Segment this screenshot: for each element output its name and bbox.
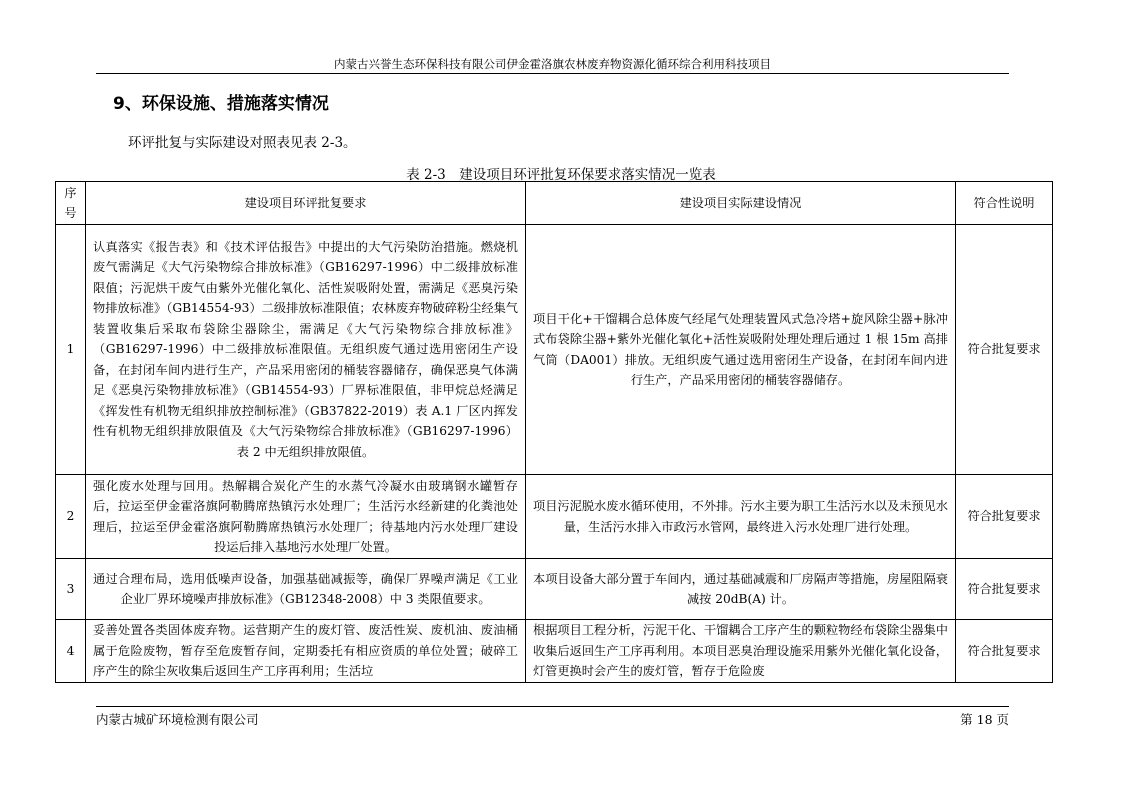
table-row xyxy=(56,475,1053,559)
table-row xyxy=(56,225,1053,475)
row-actual: 本项目设备大部分置于车间内，通过基础减震和厂房隔声等措施，房屋阻隔衰减按 20dB(A) 计。 xyxy=(526,559,956,620)
row-num: 4 xyxy=(56,620,86,683)
row-status: 符合批复要求 xyxy=(956,620,1053,683)
row-status: 符合批复要求 xyxy=(956,475,1053,559)
compliance-table xyxy=(55,181,1053,683)
table-header-row xyxy=(56,182,1053,225)
page-header xyxy=(96,55,1009,74)
table-caption: 表 2-3 建设项目环评批复环保要求落实情况一览表 xyxy=(406,167,716,183)
table-row xyxy=(56,620,1053,683)
page-footer xyxy=(96,706,1009,727)
row-num: 1 xyxy=(56,225,86,475)
row-status: 符合批复要求 xyxy=(956,225,1053,475)
header-actual: 建设项目实际建设情况 xyxy=(526,182,956,225)
row-actual: 根据项目工程分析，污泥干化、干馏耦合工序产生的颗粒物经布袋除尘器集中收集后返回生产工序再利用。本项目恶臭治理设施采用紫外光催化氧化设备，灯管更换时会产生的废灯管，暂存于危险废 xyxy=(526,620,956,683)
row-requirement: 通过合理布局，选用低噪声设备，加强基础减振等，确保厂界噪声满足《工业企业厂界环境噪声排放标准》（GB12348-2008）中 3 类限值要求。 xyxy=(86,559,526,620)
row-status: 符合批复要求 xyxy=(956,559,1053,620)
row-actual: 项目污泥脱水废水循环使用，不外排。污水主要为职工生活污水以及未预见水量，生活污水排入市政污水管网，最终进入污水处理厂进行处理。 xyxy=(526,475,956,559)
header-title: 内蒙古兴誉生态环保科技有限公司伊金霍洛旗农林废弃物资源化循环综合利用科技项目 xyxy=(334,57,771,71)
intro-text: 环评批复与实际建设对照表见表 2-3。 xyxy=(128,135,357,151)
header-requirement: 建设项目环评批复要求 xyxy=(86,182,526,225)
row-requirement: 妥善处置各类固体废弃物。运营期产生的废灯管、废活性炭、废机油、废油桶属于危险废物，暂存至危废暂存间，定期委托有相应资质的单位处置；破碎工序产生的除尘灰收集后返回生产工序再利用；生活垃 xyxy=(86,620,526,683)
table-row xyxy=(56,559,1053,620)
row-num: 2 xyxy=(56,475,86,559)
footer-company: 内蒙古城矿环境检测有限公司 xyxy=(96,712,259,727)
header-status: 符合性说明 xyxy=(956,182,1053,225)
page-number: 第 18 页 xyxy=(960,712,1009,727)
row-actual: 项目干化+干馏耦合总体废气经尾气处理装置风式急冷塔+旋风除尘器+脉冲式布袋除尘器+紫外光催化氧化+活性炭吸附处理处理后通过 1 根 15m 高排气筒（DA001）排放。无组织废气通过选用密闭生产设备，在封闭车间内进行生产，产品采用密闭的桶装容器储存。 xyxy=(526,225,956,475)
section-title: 9、环保设施、措施落实情况 xyxy=(113,94,329,114)
row-requirement: 强化废水处理与回用。热解耦合炭化产生的水蒸气冷凝水由玻璃钢水罐暂存后，拉运至伊金霍洛旗阿勒腾席热镇污水处理厂；生活污水经新建的化粪池处理后，拉运至伊金霍洛旗阿勒腾席热镇污水处理厂；待基地内污水处理厂建设投运后排入基地污水处理厂处置。 xyxy=(86,475,526,559)
row-requirement: 认真落实《报告表》和《技术评估报告》中提出的大气污染防治措施。燃烧机废气需满足《大气污染物综合排放标准》（GB16297-1996）中二级排放标准限值；污泥烘干废气由紫外光催化氧化、活性炭吸附处置，需满足《恶臭污染物排放标准》（GB14554-93）二级排放标准限值；农林废弃物破碎粉尘经集气装置收集后采取布袋除尘器除尘，需满足《大气污染物综合排放标准》（GB16297-1996）中二级排放标准限值。无组织废气通过选用密闭生产设备，在封闭车间内进行生产，产品采用密闭的桶装容器储存，确保恶臭气体满足《恶臭污染物排放标准》（GB14554-93）厂界标准限值，非甲烷总烃满足《挥发性有机物无组织排放控制标准》（GB37822-2019）表 A.1 厂区内挥发性有机物无组织排放限值及《大气污染物综合排放标准》（GB16297-1996）表 2 中无组织排放限值。 xyxy=(86,225,526,475)
row-num: 3 xyxy=(56,559,86,620)
header-num: 序号 xyxy=(56,182,86,225)
